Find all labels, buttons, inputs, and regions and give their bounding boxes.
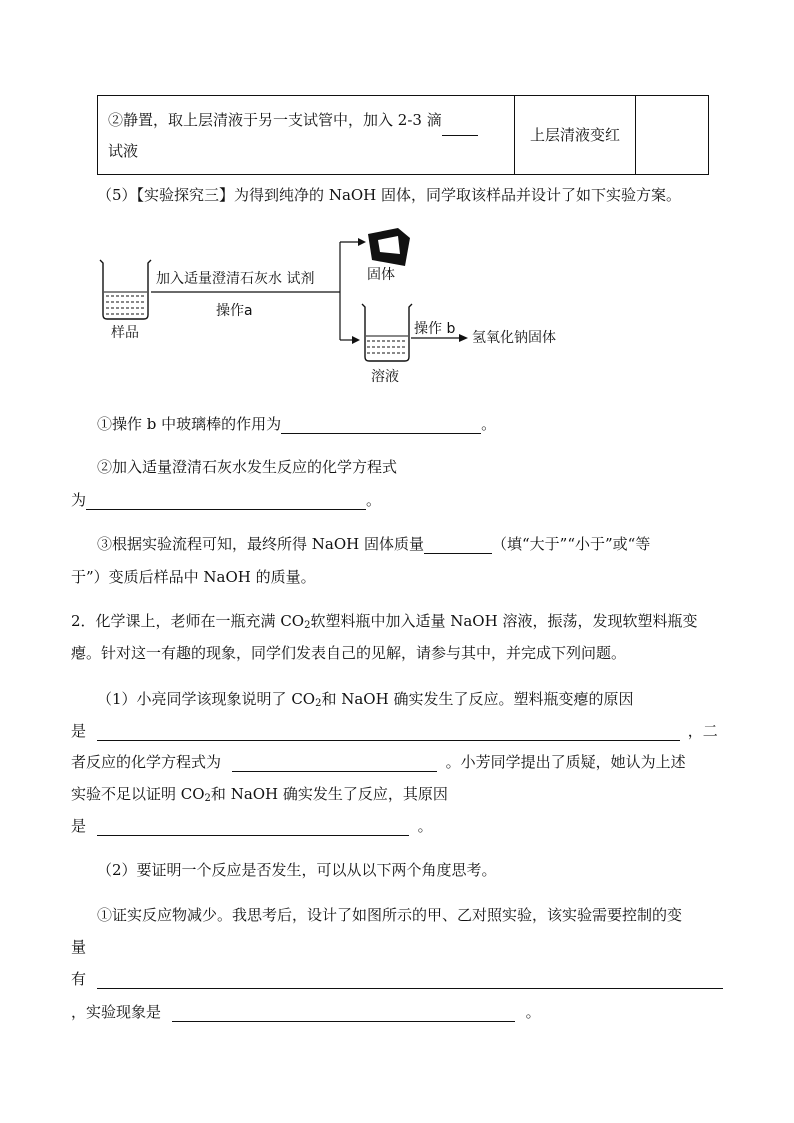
p1-l3-prefix: 者反应的化学方程式为 xyxy=(71,753,222,771)
p2-1-l4-prefix: ，实验现象是 xyxy=(71,1003,162,1021)
phenomenon-blank[interactable] xyxy=(172,1003,515,1022)
q5-2-blank[interactable] xyxy=(86,491,366,510)
problem2-p2: （2）要证明一个反应是否发生，可以从以下两个角度思考。 xyxy=(97,861,497,879)
q5-2-prefix: 为 xyxy=(71,491,87,509)
q5-2-line1: ②加入适量澄清石灰水发生反应的化学方程式 xyxy=(97,458,398,476)
section5-intro: （5）【实验探究三】为得到纯净的 NaOH 固体，同学取该样品并设计了如下实验方案。 xyxy=(97,186,682,204)
problem2-p2-1-line4 xyxy=(71,1001,541,1022)
arrow-to-solid-icon xyxy=(358,238,366,246)
q5-1-text: ①操作 b 中玻璃棒的作用为 xyxy=(97,415,282,433)
problem2-text-b: 软塑料瓶中加入适量 NaOH 溶液，振荡，发现软塑料瓶变 xyxy=(310,612,698,630)
co2-subscript: 2 xyxy=(315,698,322,709)
add-reagent-label: 加入适量澄清石灰水 试剂 xyxy=(156,271,315,287)
problem2-line2: 瘪。针对这一有趣的现象，同学们发表自己的见解，请参与其中，并完成下列问题。 xyxy=(71,644,627,662)
table-phenomenon-cell xyxy=(515,96,636,175)
q5-3-line1 xyxy=(97,533,650,554)
sample-label: 样品 xyxy=(111,325,139,341)
table-step-text: ②静置，取上层清液于另一支试管中，加入 2-3 滴 xyxy=(108,110,442,129)
q5-3-suffix: （填“大于”“小于”或“等 xyxy=(491,535,651,553)
solution-beaker-icon xyxy=(362,304,412,361)
p1-l5-suffix: 。 xyxy=(417,817,433,835)
reagent-blank[interactable] xyxy=(442,105,478,136)
problem2-p1-line5 xyxy=(71,815,433,836)
experiment-flow-diagram xyxy=(0,220,794,390)
problem2-p2-1-line3 xyxy=(71,968,723,989)
p1-equation-blank[interactable] xyxy=(232,753,437,772)
q5-3-text: ③根据实验流程可知，最终所得 NaOH 固体质量 xyxy=(97,535,424,553)
problem2-p1-line4 xyxy=(71,783,448,804)
arrow-to-product-icon xyxy=(459,334,468,342)
p1-l5-prefix: 是 xyxy=(71,817,87,835)
table-conclusion-cell[interactable] xyxy=(636,96,709,175)
problem2-text-a: 2．化学课上，老师在一瓶充满 CO xyxy=(71,612,305,630)
p1-l2-prefix: 是 xyxy=(71,722,87,740)
solution-label: 溶液 xyxy=(371,369,399,385)
p1-text-a: （1）小亮同学该现象说明了 CO xyxy=(97,690,316,708)
arrow-to-solution-icon xyxy=(352,336,360,344)
product-label: 氢氧化钠固体 xyxy=(472,330,556,346)
experiment-table xyxy=(97,95,709,175)
p1-reason-blank[interactable] xyxy=(97,722,680,741)
p1-l4-text-a: 实验不足以证明 CO xyxy=(71,785,205,803)
table-phenomenon: 上层清液变红 xyxy=(529,126,620,144)
p1-l4-text-b: 和 NaOH 确实发生了反应，其原因 xyxy=(210,785,448,803)
p1-l3-suffix: 。小芳同学提出了质疑，她认为上述 xyxy=(445,753,686,771)
q5-3-line2: 于”）变质后样品中 NaOH 的质量。 xyxy=(71,568,316,586)
q5-2-suffix: 。 xyxy=(366,491,382,509)
problem2-p2-1-line2: 量 xyxy=(71,938,87,956)
operation-b-label: 操作 b xyxy=(414,321,456,337)
problem2-line1 xyxy=(71,610,697,631)
q5-1 xyxy=(97,413,496,434)
p1-text-b: 和 NaOH 确实发生了反应。塑料瓶变瘪的原因 xyxy=(321,690,634,708)
table-step-cell xyxy=(98,96,515,175)
problem2-p1-line2 xyxy=(71,720,718,741)
q5-1-suffix: 。 xyxy=(481,415,497,433)
p1-doubt-reason-blank[interactable] xyxy=(97,817,409,836)
q5-3-blank[interactable] xyxy=(424,535,492,554)
co2-subscript: 2 xyxy=(204,793,211,804)
problem2-p1-line3 xyxy=(71,751,686,772)
table-step-text-2: 试液 xyxy=(108,141,139,160)
co2-subscript: 2 xyxy=(304,620,311,631)
problem2-p2-1-line1: ①证实反应物减少。我思考后，设计了如图所示的甲、乙对照实验，该实验需要控制的变 xyxy=(97,906,683,924)
q5-2-line2 xyxy=(71,489,381,510)
q5-1-blank[interactable] xyxy=(281,415,481,434)
problem2-p1-line1 xyxy=(97,688,633,709)
p2-1-l4-suffix: 。 xyxy=(525,1003,541,1021)
solid-label: 固体 xyxy=(367,267,395,283)
sample-beaker-icon xyxy=(100,260,151,319)
p2-1-l3-prefix: 有 xyxy=(71,970,87,988)
controlled-variables-blank[interactable] xyxy=(97,970,723,989)
operation-a-label: 操作a xyxy=(216,303,253,319)
p1-l2-suffix: ，二 xyxy=(687,722,718,740)
